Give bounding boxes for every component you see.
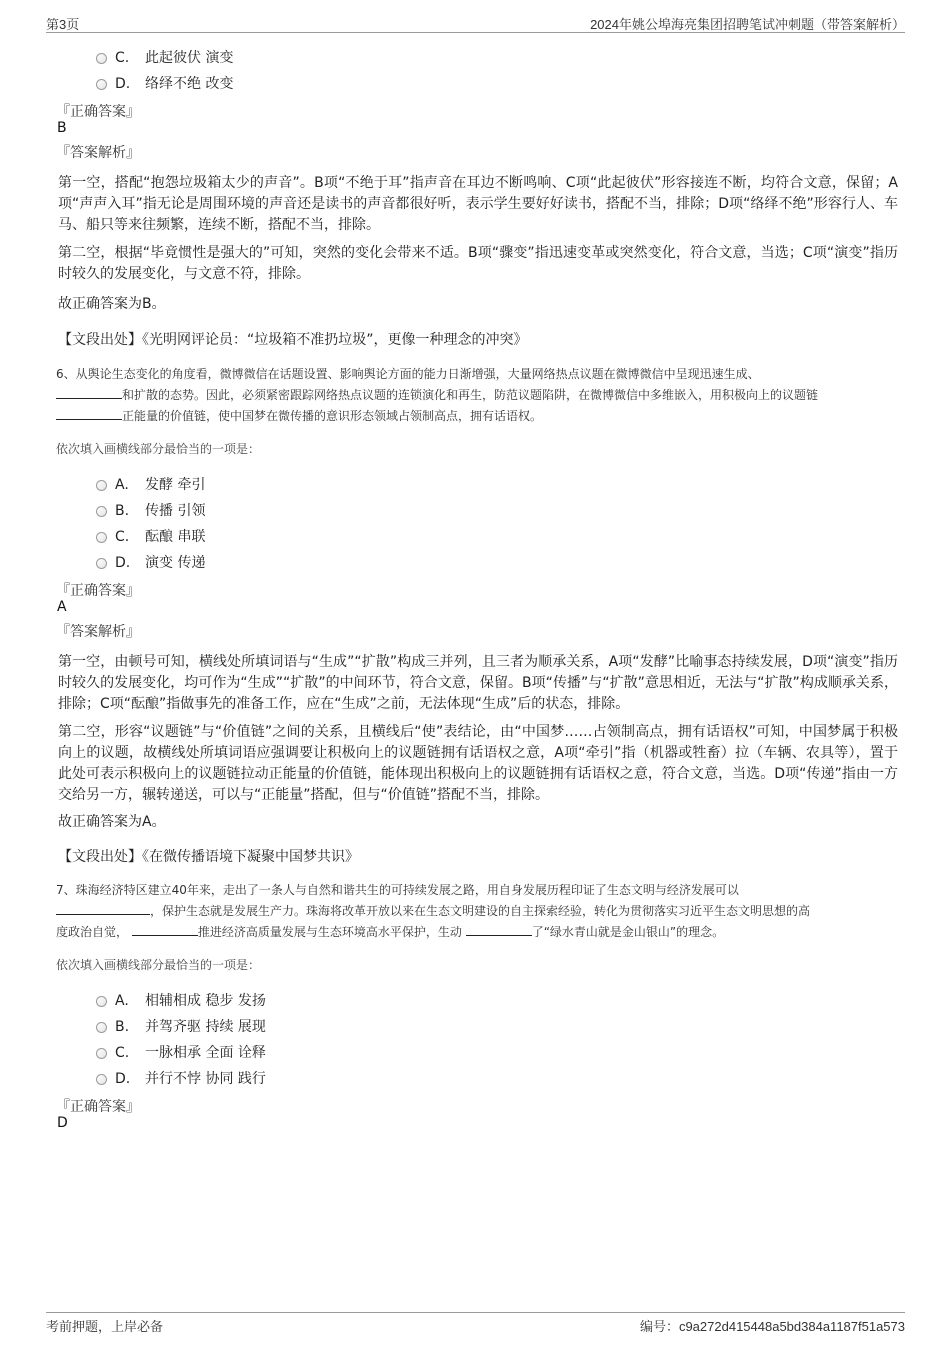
- option-d[interactable]: D. 演变 传递: [96, 552, 205, 572]
- option-a[interactable]: A. 相辅相成 稳步 发扬: [96, 990, 266, 1010]
- analysis-label: 『答案解析』: [56, 624, 140, 640]
- correct-answer-label: 『正确答案』: [56, 104, 140, 120]
- radio-icon[interactable]: [96, 1022, 107, 1033]
- page-number: 第3页: [46, 17, 80, 32]
- option-c[interactable]: C. 此起彼伏 演变: [96, 47, 233, 67]
- option-d[interactable]: D. 并行不悖 协同 践行: [96, 1068, 266, 1088]
- blank-line: [132, 923, 198, 936]
- radio-icon[interactable]: [96, 1074, 107, 1085]
- blank-line: [56, 386, 122, 399]
- radio-icon[interactable]: [96, 558, 107, 569]
- question-6-stem: 6、从舆论生态变化的角度看，微博微信在话题设置、影响舆论方面的能力日渐增强，大量网络热点议题在微博微信中呈现迅速生成、 和扩散的态势。因此，必须紧密跟踪网络热点议题的连锁演化和再生，防范议题陷阱，在微博微信中多维嵌入，用积极向上的议题链 正能量的价值链，使中国梦在微传播的意识形态领域占领制高点，拥有话语权。: [56, 367, 819, 423]
- analysis-paragraph: 第一空，由顿号可知，横线处所填词语与“生成”“扩散”构成三并列，且三者为顺承关系，A项“发酵”比喻事态持续发展，D项“演变”指历时较久的发展变化，均可作为“生成”“扩散”的中间环节，符合文意，保留。B项“传播”与“扩散”意思相近，无法与“扩散”构成顺承关系，排除；C项“酝酿”指做事先的准备工作，应在“生成”之前，无法体现“生成”后的状态，排除。: [58, 654, 898, 712]
- page-footer: [46, 1312, 905, 1333]
- radio-icon[interactable]: [96, 1048, 107, 1059]
- footer-slogan: 考前押题，上岸必备: [46, 1319, 164, 1334]
- option-b[interactable]: B. 传播 引领: [96, 500, 205, 520]
- analysis-label: 『答案解析』: [56, 145, 140, 161]
- radio-icon[interactable]: [96, 480, 107, 491]
- radio-icon[interactable]: [96, 53, 107, 64]
- correct-answer: B: [57, 120, 67, 136]
- analysis-conclusion: 故正确答案为A。: [58, 814, 166, 830]
- analysis-paragraph: 第二空，形容“议题链”与“价值链”之间的关系，且横线后“使”表结论，由“中国梦……占领制高点，拥有话语权”可知，中国梦属于积极向上的议题，故横线处所填词语应强调要让积极向上的议题链拥有话语权之意，A项“牵引”指（机器或牲畜）拉（车辆、农具等），置于此处可表示积极向上的议题链拉动正能量的价值链，能体现出积极向上的议题链拥有话语权之意，符合文意，当选。D项“传递”指由一方交给另一方，辗转递送，可以与“正能量”搭配，但与“价值链”搭配不当，排除。: [58, 724, 898, 803]
- option-c[interactable]: C. 一脉相承 全面 诠释: [96, 1042, 266, 1062]
- blank-line: [56, 902, 150, 915]
- radio-icon[interactable]: [96, 532, 107, 543]
- radio-icon[interactable]: [96, 79, 107, 90]
- blank-line: [466, 923, 532, 936]
- analysis-conclusion: 故正确答案为B。: [58, 296, 166, 312]
- analysis-paragraph: 第一空，搭配“抱怨垃圾箱太少的声音”。B项“不绝于耳”指声音在耳边不断鸣响、C项“此起彼伏”形容接连不断，均符合文意，保留；A项“声声入耳”指无论是周围环境的声音还是读书的声音都很好听，表示学生要好好读书，搭配不当，排除；D项“络绎不绝”形容行人、车马、船只等来往频繁，连续不断，搭配不当，排除。: [58, 175, 898, 233]
- source-citation: 【文段出处】《光明网评论员：“垃圾箱不准扔垃圾”，更像一种理念的冲突》: [58, 332, 528, 348]
- correct-answer-label: 『正确答案』: [56, 1099, 140, 1115]
- correct-answer: A: [57, 599, 67, 615]
- question-prompt: 依次填入画横线部分最恰当的一项是：: [56, 442, 261, 456]
- radio-icon[interactable]: [96, 996, 107, 1007]
- page-header: [46, 14, 905, 33]
- analysis-paragraph: 第二空，根据“毕竟惯性是强大的”可知，突然的变化会带来不适。B项“骤变”指迅速变革或突然变化，符合文意，当选；C项“演变”指历时较久的发展变化，与文意不符，排除。: [58, 245, 898, 282]
- question-prompt: 依次填入画横线部分最恰当的一项是：: [56, 958, 261, 972]
- option-c[interactable]: C. 酝酿 串联: [96, 526, 205, 546]
- option-a[interactable]: A. 发酵 牵引: [96, 474, 205, 494]
- radio-icon[interactable]: [96, 506, 107, 517]
- correct-answer-label: 『正确答案』: [56, 583, 140, 599]
- source-citation: 【文段出处】《在微传播语境下凝聚中国梦共识》: [58, 849, 359, 865]
- option-b[interactable]: B. 并驾齐驱 持续 展现: [96, 1016, 266, 1036]
- document-title: 2024年姚公埠海亮集团招聘笔试冲刺题（带答案解析）: [590, 17, 905, 32]
- document-serial: 编号：c9a272d415448a5bd384a1187f51a573: [639, 1319, 905, 1334]
- question-7-stem: 7、珠海经济特区建立40年来，走出了一条人与自然和谐共生的可持续发展之路，用自身发展历程印证了生态文明与经济发展可以 ，保护生态就是发展生产力。珠海将改革开放以来在生态文明建设的自主探索经验，转化为贯彻落实习近平生态文明思想的高 度政治自觉， 推进经济高质量发展与生态环境高水平保护，生动 了“绿水青山就是金山银山”的理念。: [56, 883, 811, 939]
- blank-line: [56, 407, 122, 420]
- option-d[interactable]: D. 络绎不绝 改变: [96, 73, 233, 93]
- correct-answer: D: [57, 1115, 68, 1131]
